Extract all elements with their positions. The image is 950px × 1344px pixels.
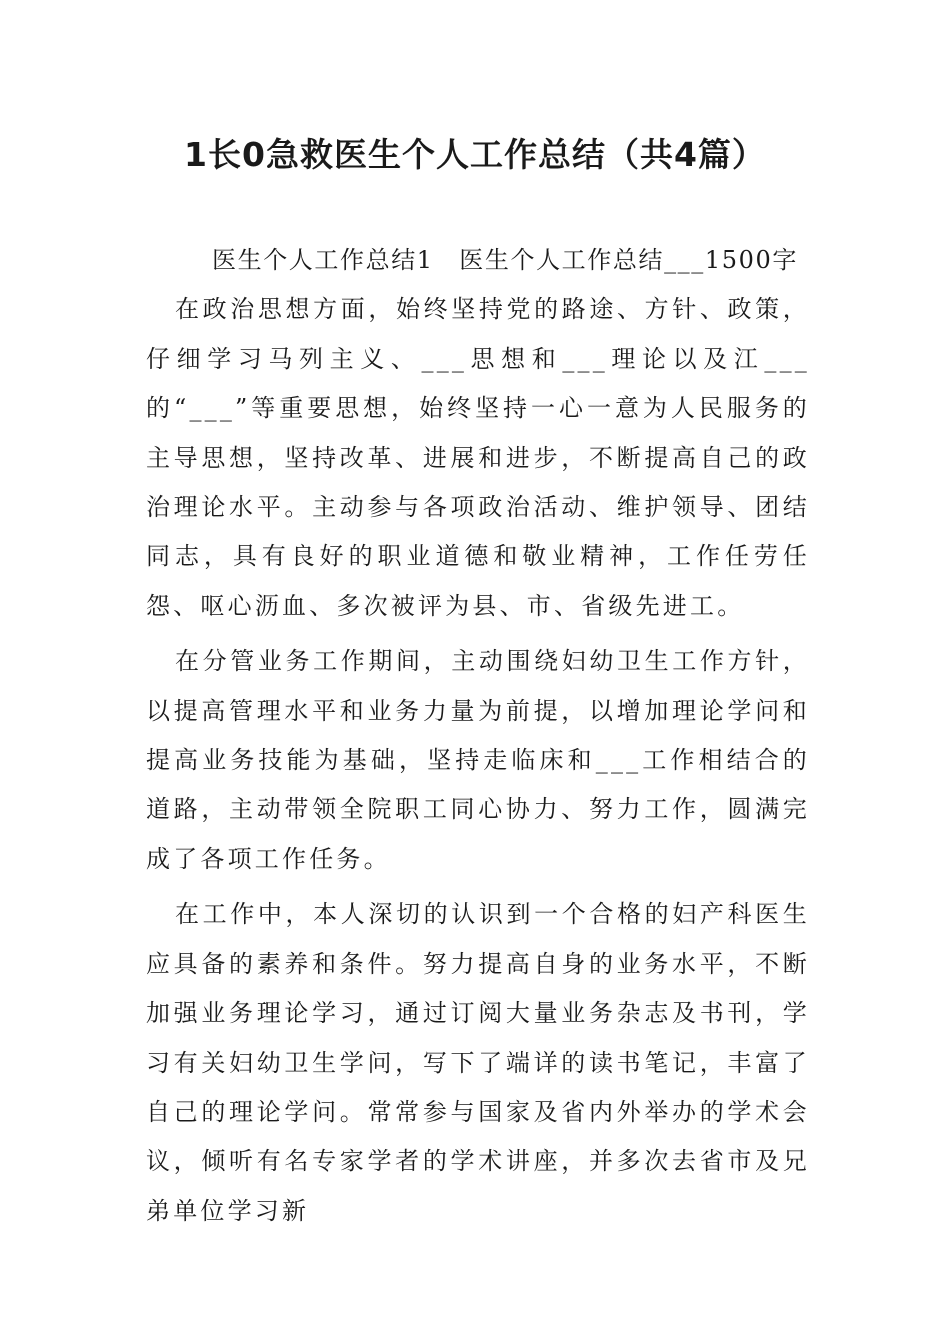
paragraph-professional-study: 在工作中，本人深切的认识到一个合格的妇产科医生应具备的素养和条件。努力提高自身的业务水平，不断加强业务理论学习，通过订阅大量业务杂志及书刊，学习有关妇幼卫生学问，写下了端详的读书笔记，丰富了自己的理论学问。常常参与国家及省内外举办的学术会议，倾听有名专家学者的学术讲座，并多次去省市及兄弟单位学习新 — [146, 900, 810, 1225]
paragraph-business-management: 在分管业务工作期间，主动围绕妇幼卫生工作方针，以提高管理水平和业务力量为前提，以增加理论学问和提高业务技能为基础，坚持走临床和___工作相结合的道路，主动带领全院职工同心协力、努力工作，圆满完成了各项工作任务。 — [146, 647, 810, 873]
document-body — [146, 236, 810, 1242]
document-title: 1长0急救医生个人工作总结（共4篇） — [184, 135, 766, 174]
document-heading-line: 医生个人工作总结1 医生个人工作总结___1500字 — [212, 246, 798, 274]
paragraph-political-thought: 在政治思想方面，始终坚持党的路途、方针、政策，仔细学习马列主义、___思想和___理论以及江___的“___”等重要思想，始终坚持一心一意为人民服务的主导思想，坚持改革、进展和进步，不断提高自己的政治理论水平。主动参与各项政治活动、维护领导、团结同志，具有良好的职业道德和敬业精神，工作任劳任怨、呕心沥血、多次被评为县、市、省级先进工。 — [146, 295, 810, 620]
